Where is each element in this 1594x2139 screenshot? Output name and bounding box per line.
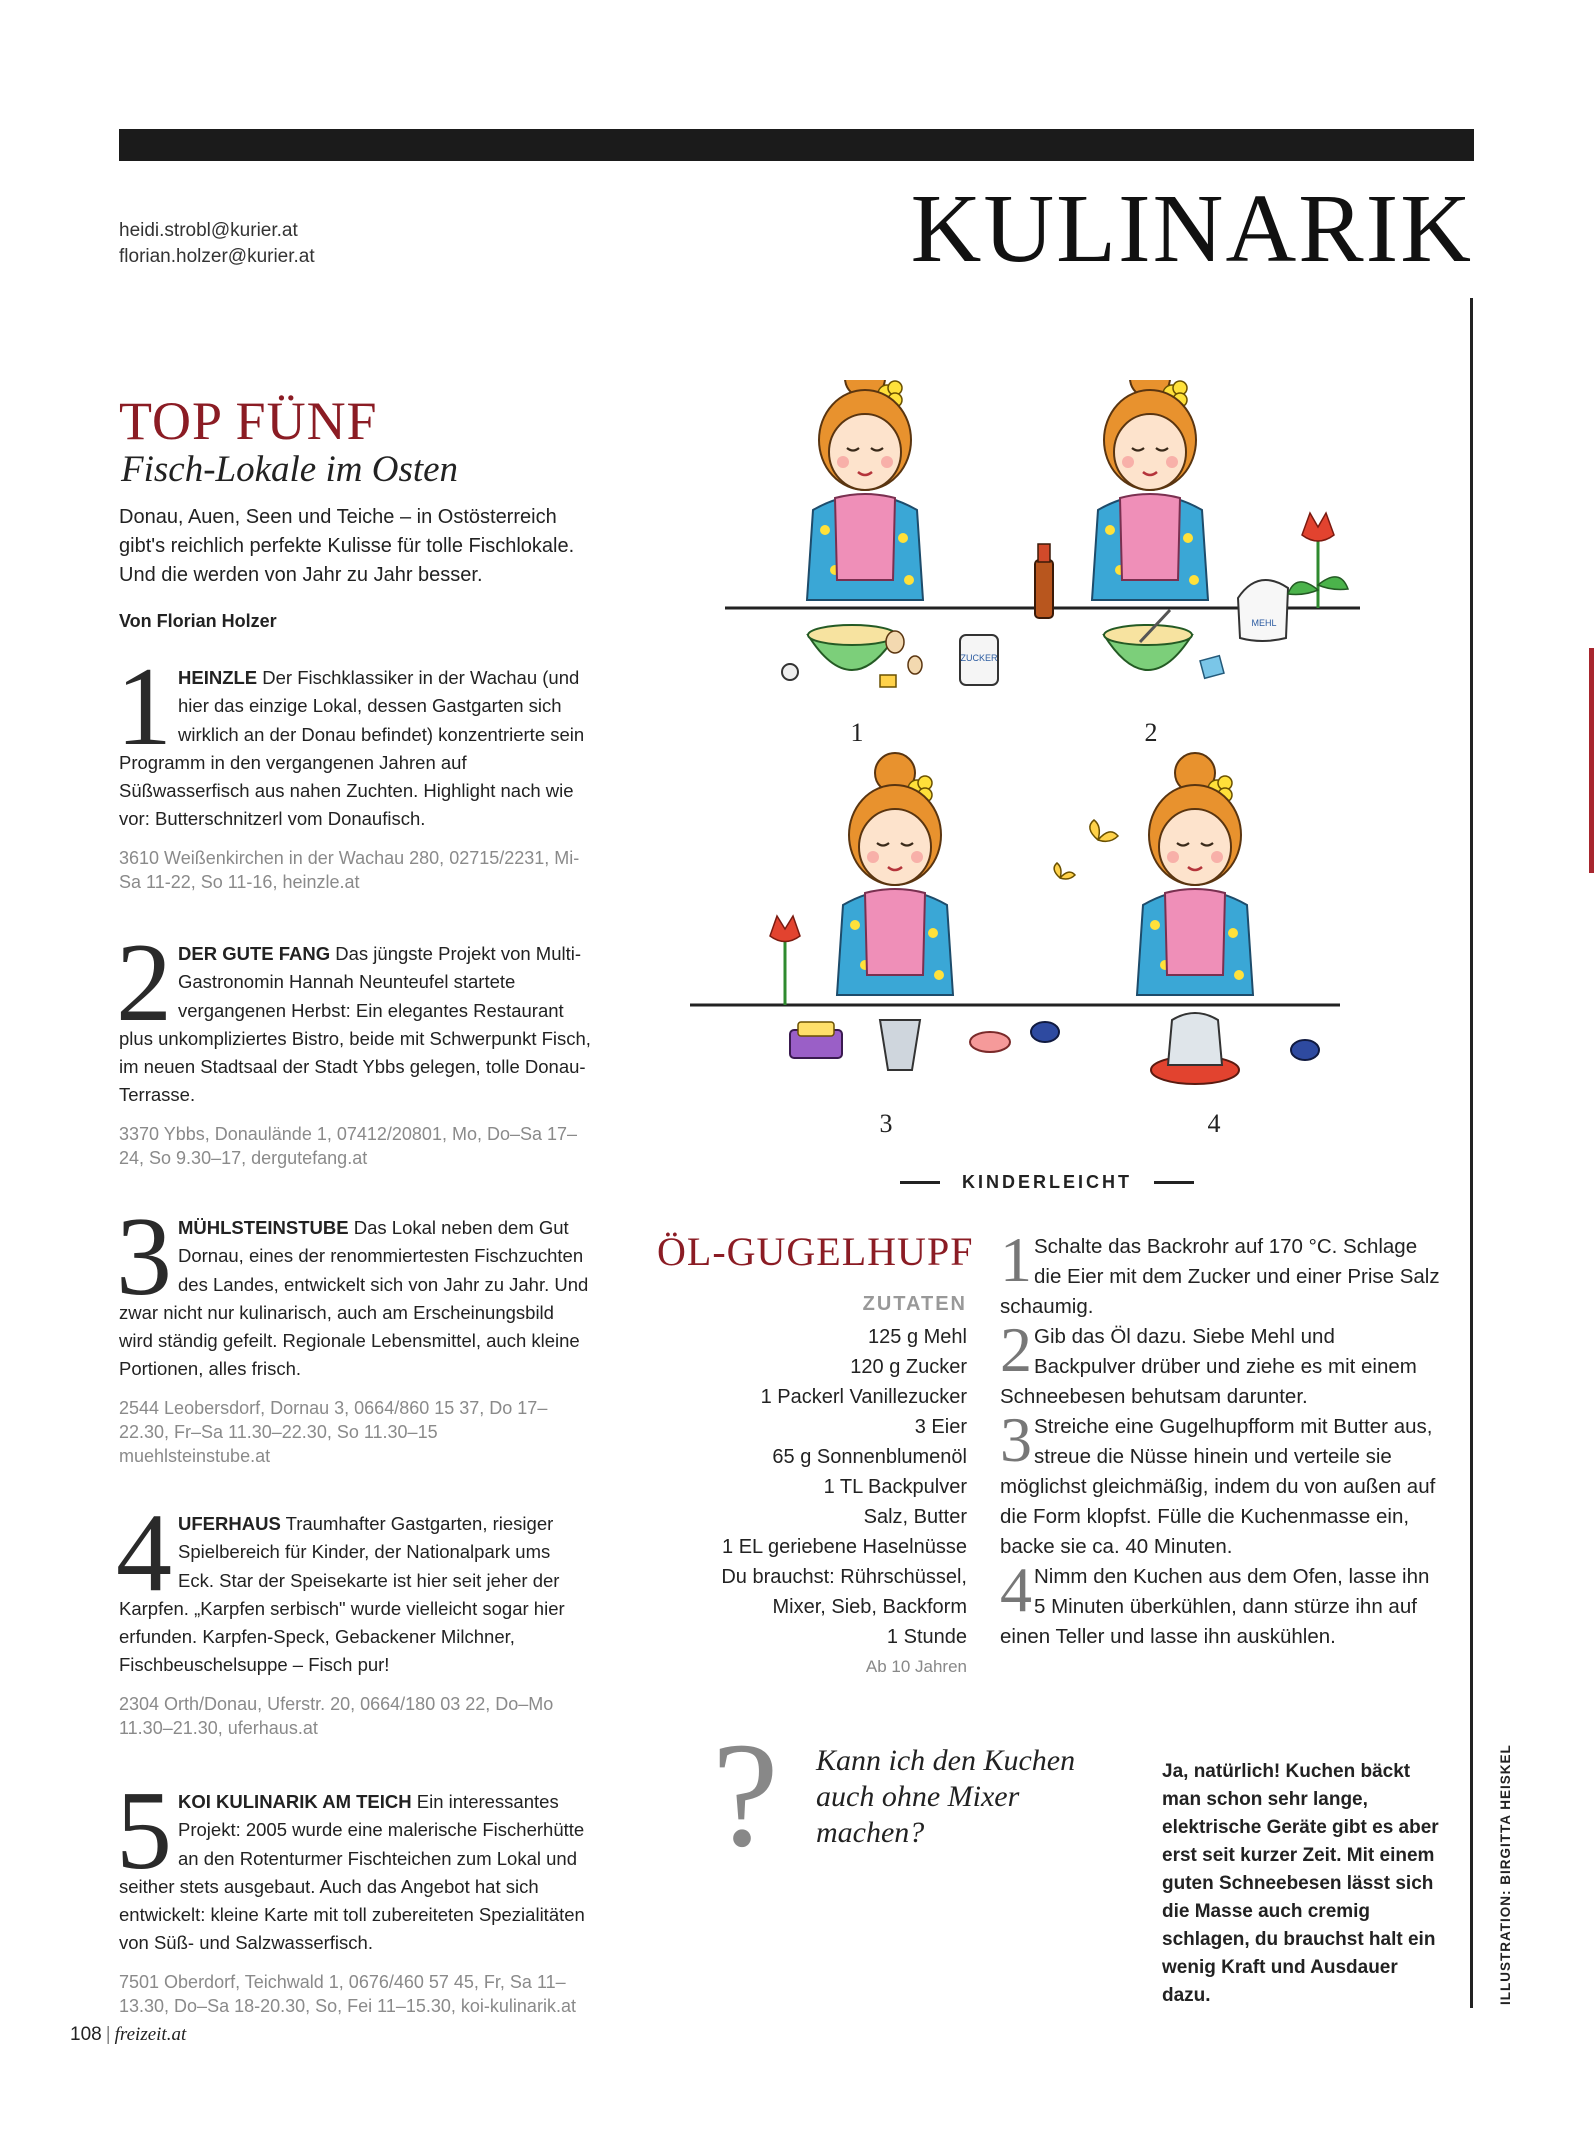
age-note: Ab 10 Jahren xyxy=(865,1657,967,1676)
qa-answer: Ja, natürlich! Kuchen bäckt man schon sehr lange, elektrische Geräte gibt es aber erst seit kurzer Zeit. Mit einem guten Schneebesen lässt sich die Masse auch cremig schlagen, du brauchst halt ein wenig Kraft und Ausdauer dazu. xyxy=(1162,1761,1439,2006)
step-number: 1 xyxy=(1000,1224,1032,1295)
email-link[interactable]: heidi.strobl@kurier.at xyxy=(119,220,298,241)
baking-illustration xyxy=(690,380,1380,1160)
ingredient-item: Salz, Butter xyxy=(863,1506,967,1528)
top-five-subtitle: Fisch-Lokale im Osten xyxy=(121,449,459,490)
panel-number: 4 xyxy=(1207,1109,1221,1138)
entry-number: 4 xyxy=(116,1491,172,1615)
entry-text: Das Lokal neben dem Gut Dornau, eines der renommiertesten Fischzuchten des Landes, entwickelt sich von Jahr zu Jahr. Und zwar nicht nur kulinarisch, auch am Erscheinungsbild wird ständig gefeilt. Regionale Lebensmittel, auch kleine Portionen, alles frisch. xyxy=(119,1217,589,1380)
butterfly-icon xyxy=(1090,820,1118,841)
panel-number: 1 xyxy=(850,718,864,747)
entry-name: DER GUTE FANG xyxy=(178,943,331,964)
entry-address: 7501 Oberdorf, Teichwald 1, 0676/460 57 45, Fr, Sa 11–13.30, Do–Sa 18-20.30, So, Fei 11–15.30, koi-kulinarik.at xyxy=(119,1971,576,2016)
ingredient-item: 125 g Mehl xyxy=(868,1326,967,1348)
ingredient-item: 1 TL Backpulver xyxy=(823,1476,967,1498)
recipe-step xyxy=(1000,1224,1440,1322)
panel-number: 2 xyxy=(1144,718,1158,747)
ingredient-item: 120 g Zucker xyxy=(850,1356,967,1378)
entry-text: Der Fischklassiker in der Wachau (und hier das einzige Lokal, dessen Gastgarten sich wirklich an der Donau befindet) konzentrierte sein Programm in den vergangenen Jahren auf Süßwasserfisch aus nahen Zuchten. Highlight nach wie vor: Butterschnitzerl vom Donaufisch. xyxy=(119,667,585,830)
step-number: 2 xyxy=(1000,1314,1032,1385)
question-mark-icon: ? xyxy=(712,1712,779,1878)
entry-address: 2544 Leobersdorf, Dornau 3, 0664/860 15 37, Do 17–22.30, Fr–Sa 11.30–22.30, So 11.30–15 muehlsteinstube.at xyxy=(119,1397,548,1466)
entry-text: Ein interessantes Projekt: 2005 wurde eine malerische Fischerhütte an den Rotenturmer Fischteichen zum Lokal und seither stets ausgebaut. Auch das Angebot hat sich entwickelt: kleine Karte mit toll zubereiteten Spezialitäten von Süß- und Salzwasserfisch. xyxy=(119,1791,585,1954)
email-link[interactable]: florian.holzer@kurier.at xyxy=(119,246,315,267)
ingredients-list xyxy=(660,1322,967,1682)
entry-number: 1 xyxy=(116,645,172,769)
entry-number: 2 xyxy=(116,921,172,1045)
entry-address: 2304 Orth/Donau, Uferstr. 20, 0664/180 03 22, Do–Mo 11.30–21.30, uferhaus.at xyxy=(119,1693,554,1738)
ingredient-item: 1 Packerl Vanillezucker xyxy=(760,1386,967,1408)
step-text: Gib das Öl dazu. Siebe Mehl und Backpulver drüber und ziehe es mit einem Schneebesen behutsam darunter. xyxy=(1000,1325,1417,1408)
entry-address: 3610 Weißenkirchen in der Wachau 280, 02715/2231, Mi-Sa 11-22, So 11-16, heinzle.at xyxy=(119,847,580,892)
recipe-step xyxy=(1000,1314,1440,1412)
recipe-kicker xyxy=(900,1172,1194,1193)
page-number: 108 xyxy=(70,2024,102,2045)
step-text: Streiche eine Gugelhupfform mit Butter aus, streue die Nüsse hinein und verteile sie möglichst gleichmäßig, indem du von außen auf die Form klopfst. Fülle die Kuchenmasse ein, backe sie ca. 40 Minuten. xyxy=(1000,1415,1436,1558)
recipe-title: ÖL-GUGELHUPF xyxy=(657,1229,974,1274)
page-footer xyxy=(70,2024,186,2046)
restaurant-entry xyxy=(116,1491,591,1740)
footer-separator: | xyxy=(105,2024,111,2045)
top-five-intro: Donau, Auen, Seen und Teiche – in Ostösterreich gibt's reichlich perfekte Kulisse für tolle Fischlokale. Und die werden von Jahr zu Jahr besser. xyxy=(119,506,575,586)
restaurant-entry xyxy=(116,1769,591,2018)
entry-text: Traumhafter Gastgarten, riesiger Spielbereich für Kinder, der Nationalpark ums Eck. Star der Speisekarte ist hier seit jeher der Karpfen. „Karpfen serbisch" wurde vielleicht sogar hier erfunden. Karpfen-Speck, Gebackener Milchner, Fischbeuschelsuppe – Fisch pur! xyxy=(119,1513,565,1676)
entry-name: HEINZLE xyxy=(178,667,258,688)
entry-name: UFERHAUS xyxy=(178,1513,281,1534)
qa-question: Kann ich den Kuchen auch ohne Mixer machen? xyxy=(816,1744,1076,1849)
entry-number: 5 xyxy=(116,1769,172,1893)
ingredient-item: 1 EL geriebene Haselnüsse xyxy=(722,1536,967,1558)
top-five-title: TOP FÜNF xyxy=(119,391,378,451)
restaurant-entry xyxy=(116,921,591,1170)
ingredient-item: 1 Stunde xyxy=(886,1626,967,1648)
entry-address: 3370 Ybbs, Donaulände 1, 07412/20801, Mo, Do–Sa 17–24, So 9.30–17, dergutefang.at xyxy=(119,1123,578,1168)
entry-text: Das jüngste Projekt von Multi-Gastronomin Hannah Neunteufel startete vergangenen Herbst: Ein elegantes Restaurant plus unkompliziertes Bistro, beide mit Schwerpunkt Fisch, im neuen Stadtsaal der Stadt Ybbs gelegen, tolle Donau-Terrasse. xyxy=(119,943,591,1106)
step-number: 3 xyxy=(1000,1404,1032,1475)
step-text: Schalte das Backrohr auf 170 °C. Schlage die Eier mit dem Zucker und einer Prise Salz schaumig. xyxy=(1000,1235,1440,1318)
restaurant-entry xyxy=(116,1195,591,1468)
magazine-link[interactable]: freizeit.at xyxy=(114,2024,187,2045)
ingredient-item: 65 g Sonnenblumenöl xyxy=(772,1446,967,1468)
step-number: 4 xyxy=(1000,1554,1032,1625)
edge-marker xyxy=(1589,648,1594,873)
panel-number: 3 xyxy=(879,1109,893,1138)
flour-bag-label: MEHL xyxy=(1251,618,1277,628)
illustration-credit: ILLUSTRATION: BIRGITTA HEISKEL xyxy=(1498,1744,1513,2005)
ingredient-item: 3 Eier xyxy=(914,1416,967,1438)
author-emails xyxy=(119,218,315,270)
ingredient-item: Mixer, Sieb, Backform xyxy=(772,1596,967,1618)
top-rule-bar xyxy=(119,129,1474,161)
kicker-dash xyxy=(1154,1181,1194,1184)
byline: Von Florian Holzer xyxy=(119,611,277,631)
sugar-jar-label: ZUCKER xyxy=(960,653,998,663)
kicker-label: KINDERLEICHT xyxy=(962,1172,1132,1192)
column-divider xyxy=(1470,298,1473,2008)
restaurant-entry xyxy=(116,645,591,894)
entry-number: 3 xyxy=(116,1195,172,1319)
ingredients-label: ZUTATEN xyxy=(862,1293,967,1315)
recipe-step xyxy=(1000,1554,1440,1652)
section-title: KULINARIK xyxy=(910,175,1473,283)
entry-name: MÜHLSTEINSTUBE xyxy=(178,1217,349,1238)
step-text: Nimm den Kuchen aus dem Ofen, lasse ihn 5 Minuten überkühlen, dann stürze ihn auf einen Teller und lasse ihn auskühlen. xyxy=(1000,1565,1430,1648)
butterfly-icon xyxy=(1054,863,1075,879)
recipe-steps xyxy=(1000,1224,1440,1652)
recipe-step xyxy=(1000,1404,1440,1562)
ingredient-item: Du brauchst: Rührschüssel, xyxy=(721,1566,967,1588)
kicker-dash xyxy=(900,1181,940,1184)
entry-name: KOI KULINARIK AM TEICH xyxy=(178,1791,412,1812)
